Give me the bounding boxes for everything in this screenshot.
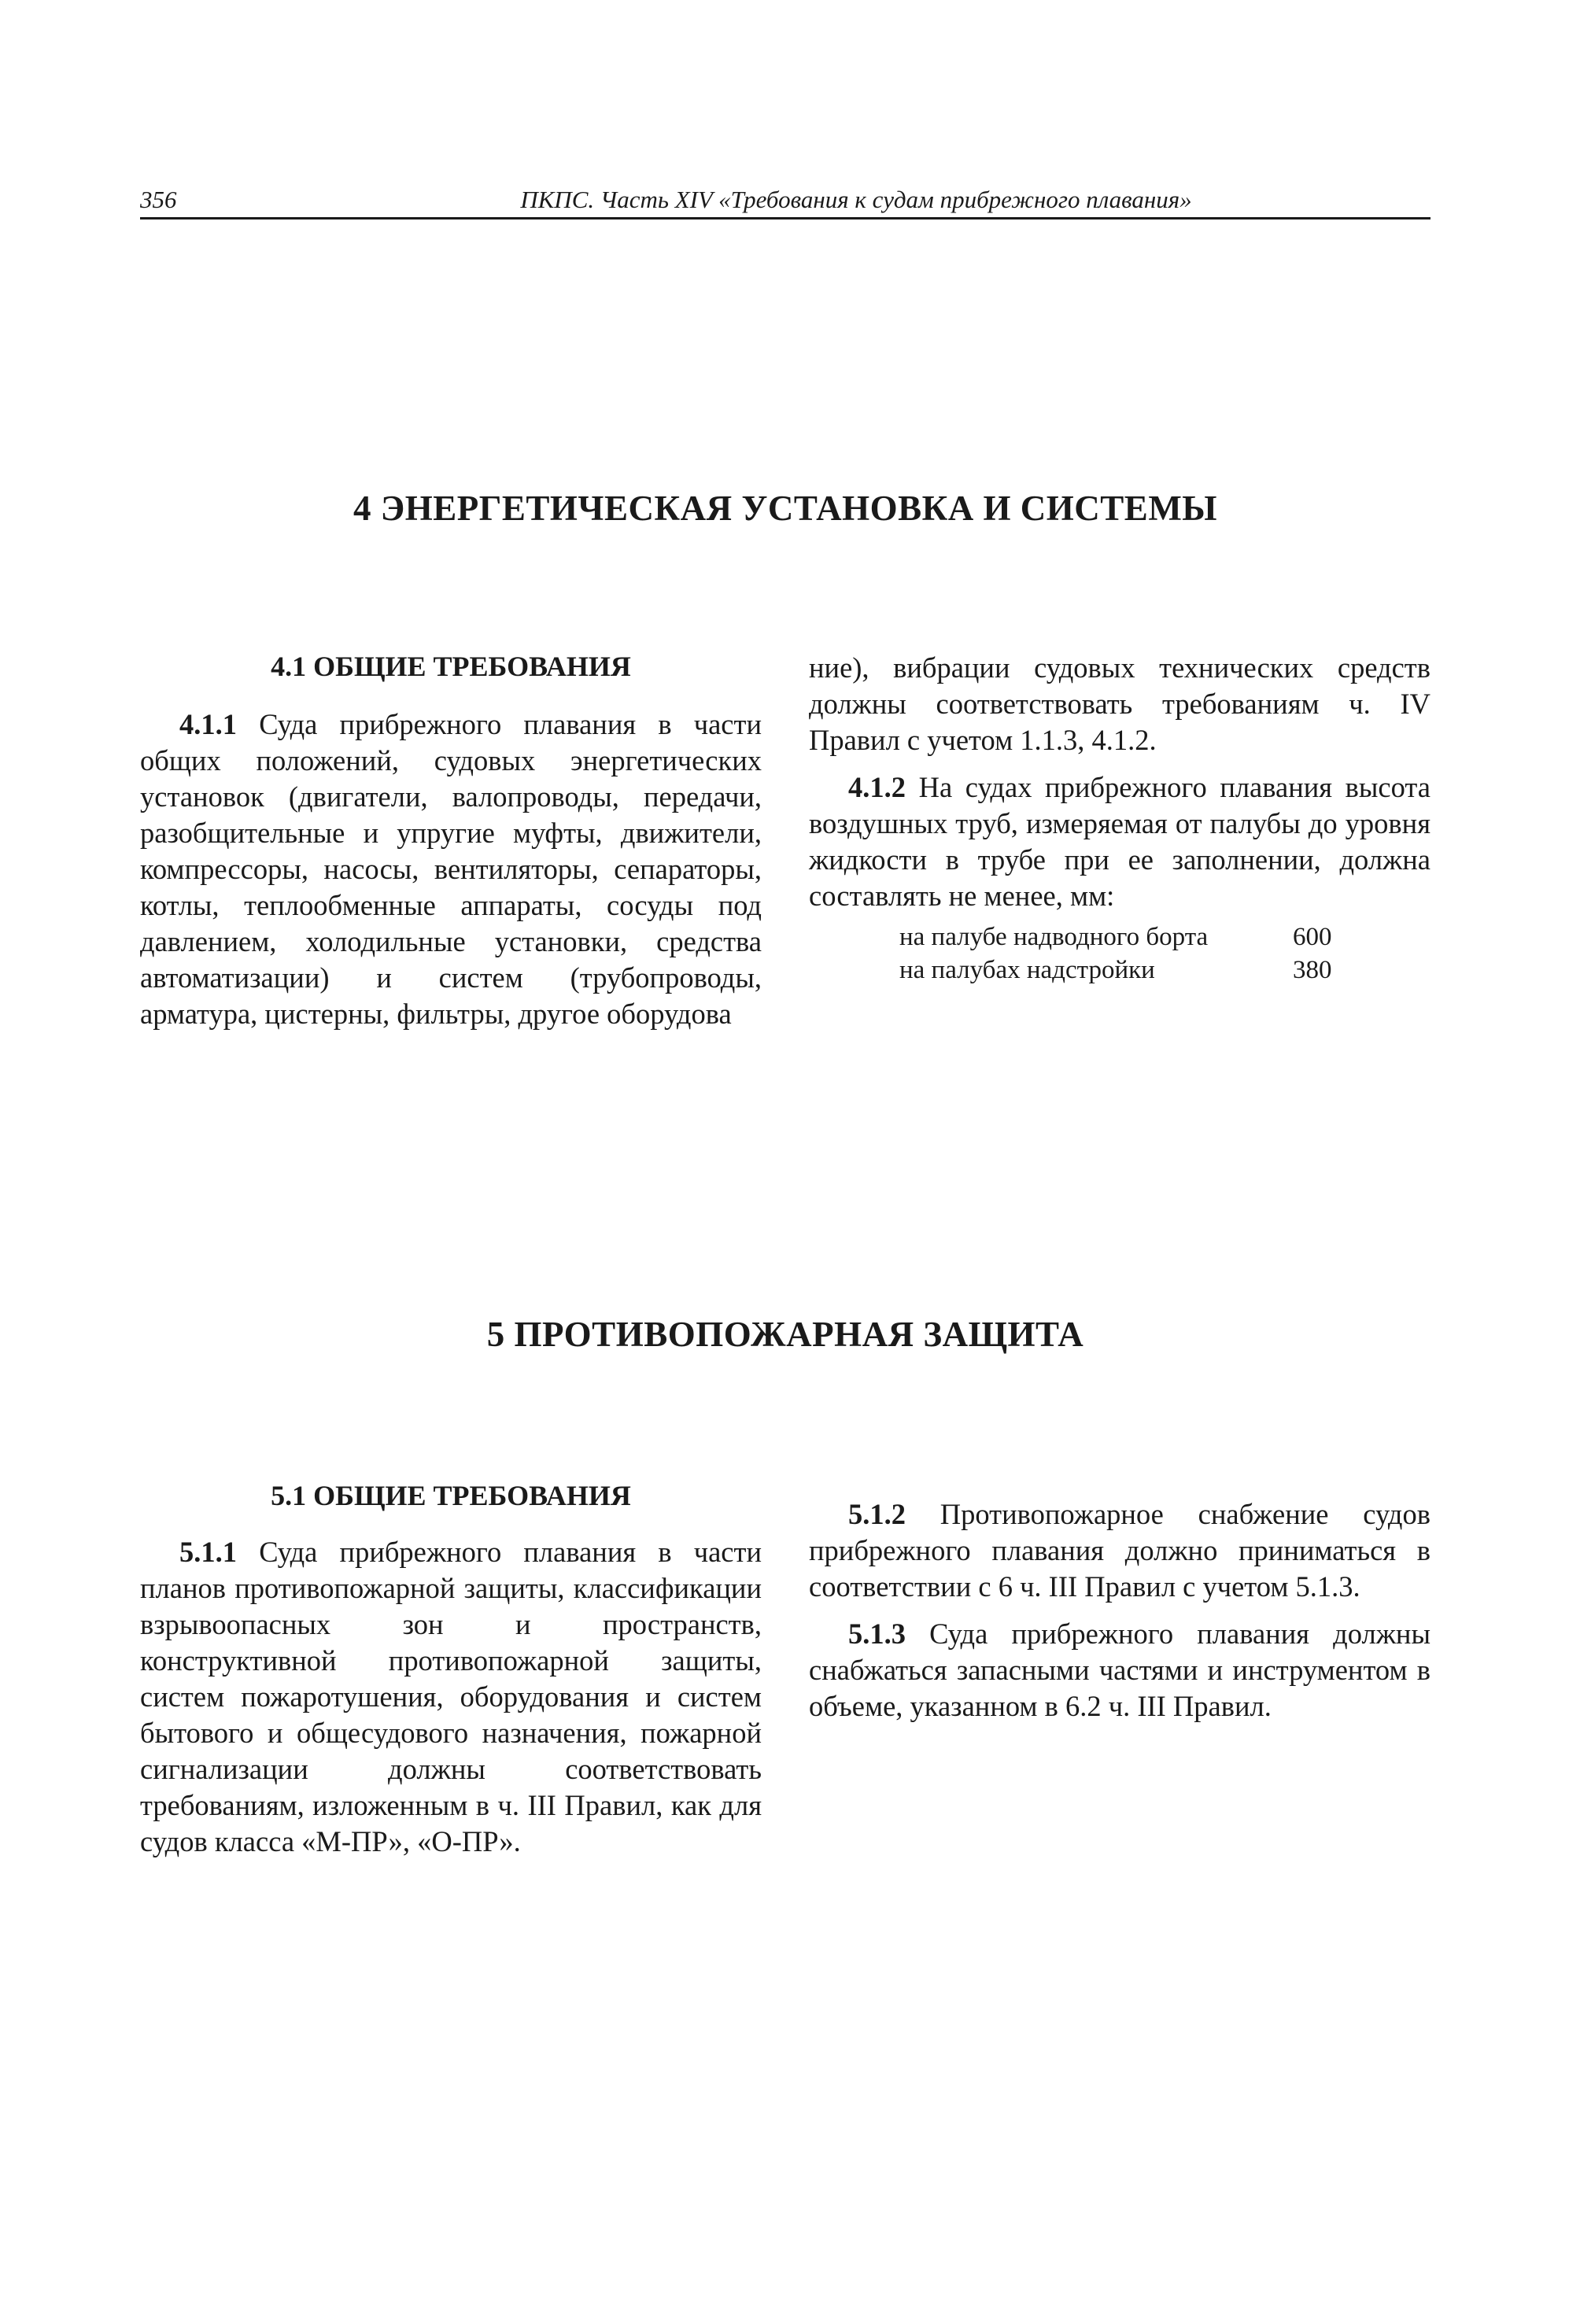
pipe-height-list	[899, 920, 1430, 987]
chapter-4-title: 4 ЭНЕРГЕТИЧЕСКАЯ УСТАНОВКА И СИСТЕМЫ	[353, 489, 1217, 528]
paragraph-number: 4.1.1	[179, 708, 237, 740]
paragraph-4-1-1-continued: ние), вибрации судовых технических средств должны соответствовать требованиям ч. IV Правил с учетом 1.1.3, 4.1.2.	[809, 651, 1430, 756]
chapter-5-left-column	[140, 1534, 762, 1871]
paragraph-number: 4.1.2	[848, 771, 906, 803]
section-4-1-title: 4.1 ОБЩИЕ ТРЕБОВАНИЯ	[271, 651, 631, 682]
paragraph-text: Суда прибрежного плавания в части общих положений, судовых энергетических установок (двигатели, валопроводы, передачи, разобщительные и упругие муфты, движители, компрессоры, насосы, вентиляторы, сепараторы, котлы, теплообменные аппараты, сосуды под давлением, холодильные установки, средства автоматизации) и систем (трубопроводы, арматура, цистерны, фильтры, другое оборудова	[140, 708, 762, 1030]
running-title: ПКПС. Часть XIV «Требования к судам прибрежного плавания»	[520, 186, 1192, 213]
list-item	[899, 920, 1340, 954]
paragraph-text: На судах прибрежного плавания высота воздушных труб, измеряемая от палубы до уровня жидкости в трубе при ее заполнении, должна составлять не менее, мм:	[809, 771, 1430, 912]
paragraph-4-1-2	[809, 769, 1430, 914]
paragraph-number: 5.1.3	[848, 1618, 906, 1650]
paragraph-5-1-2	[809, 1496, 1430, 1605]
list-item	[899, 954, 1340, 987]
paragraph-4-1-1	[140, 706, 762, 1032]
list-item-value: 600	[1293, 923, 1332, 951]
page-number: 356	[140, 186, 177, 213]
list-item-value: 380	[1293, 956, 1332, 984]
page-header	[140, 183, 1430, 219]
paragraph-number: 5.1.1	[179, 1536, 237, 1568]
chapter-5-title: 5 ПРОТИВОПОЖАРНАЯ ЗАЩИТА	[486, 1315, 1084, 1354]
list-item-label: на палубе надводного борта	[899, 923, 1209, 951]
section-5-1-title: 5.1 ОБЩИЕ ТРЕБОВАНИЯ	[271, 1480, 631, 1511]
paragraph-text: Суда прибрежного плавания должны снабжаться запасными частями и инструментом в объеме, указанном в 6.2 ч. III Правил.	[809, 1618, 1430, 1722]
chapter-4-right-column	[809, 650, 1430, 987]
paragraph-text: Суда прибрежного плавания в части планов противопожарной защиты, классификации взрывоопасных зон и пространств, конструктивной противопожарной защиты, систем пожаротушения, оборудования и систем бытового и общесудового назначения, пожарной сигнализации должны соответствовать требованиям, изложенным в ч. III Правил, как для судов класса «М-ПР», «О-ПР».	[140, 1536, 762, 1857]
chapter-5-right-column	[809, 1496, 1430, 1736]
paragraph-5-1-3	[809, 1616, 1430, 1725]
paragraph-5-1-1	[140, 1534, 762, 1860]
list-item-label: на палубах надстройки	[899, 956, 1155, 984]
paragraph-text: Противопожарное снабжение судов прибрежного плавания должно приниматься в соответствии с 6 ч. III Правил с учетом 5.1.3.	[809, 1498, 1430, 1603]
chapter-4-left-column	[140, 706, 762, 1043]
paragraph-number: 5.1.2	[848, 1498, 906, 1530]
